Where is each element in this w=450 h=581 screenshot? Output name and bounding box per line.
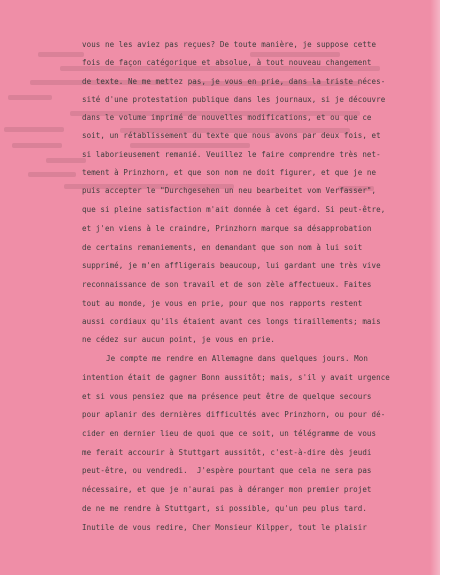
letter-line: nécessaire, et que je n'aurai pas à déranger mon premier projet	[82, 485, 372, 494]
letter-line: soit, un rétablissement du texte que nous avons par deux fois, et	[82, 131, 381, 140]
letter-line: me ferait accourir à Stuttgart aussitôt, c'est-à-dire dès jeudi	[82, 448, 372, 457]
letter-line: peut-être, ou vendredi. J'espère pourtant que cela ne sera pas	[82, 466, 372, 475]
letter-line: puis accepter le "Durchgesehen un neu bearbeitet vom Verfasser",	[82, 186, 377, 195]
letter-line: fois de façon catégorique et absolue, à tout nouveau changement	[82, 58, 372, 67]
letter-line: supprimé, je m'en affligerais beaucoup, lui gardant une très vive	[82, 261, 381, 270]
letter-line: dans le volume imprimé de nouvelles modifications, et ou que ce	[82, 113, 372, 122]
letter-line: et si vous pensiez que ma présence peut être de quelque secours	[82, 392, 372, 401]
letter-line: reconnaissance de son travail et de son zèle affectueux. Faites	[82, 280, 372, 289]
letter-line: si laborieusement remanié. Veuillez le faire comprendre très net-	[82, 150, 381, 159]
letter-line: cider en dernier lieu de quoi que ce soit, un télégramme de vous	[82, 429, 377, 438]
letter-line: de texte. Ne me mettez pas, je vous en prie, dans la triste néces-	[82, 77, 386, 86]
letter-line: sité d'une protestation publique dans les journaux, si je découvre	[82, 95, 386, 104]
letter-line: Inutile de vous redire, Cher Monsieur Kilpper, tout le plaisir	[82, 523, 367, 532]
letter-line: pour aplanir des dernières difficultés avec Prinzhorn, ou pour dé-	[82, 410, 386, 419]
letter-line: vous ne les aviez pas reçues? De toute manière, je suppose cette	[82, 40, 377, 49]
letter-line: ne cédez sur aucun point, je vous en prie.	[82, 335, 276, 344]
letter-line: tement à Prinzhorn, et que son nom ne doit figurer, et que je ne	[82, 168, 377, 177]
letter-line: Je compte me rendre en Allemagne dans quelques jours. Mon	[106, 354, 368, 363]
letter-line: de certains remaniements, en demandant que son nom à lui soit	[82, 243, 363, 252]
letter-line: aussi cordiaux qu'ils étaient avant ces longs tiraillements; mais	[82, 317, 381, 326]
letter-line: tout au monde, je vous en prie, pour que nos rapports restent	[82, 299, 363, 308]
letter-line: intention était de gagner Bonn aussitôt; mais, s'il y avait urgence	[82, 373, 390, 382]
letter-line: et j'en viens à le craindre, Prinzhorn marque sa désapprobation	[82, 224, 372, 233]
letter-line: que si pleine satisfaction m'ait donnée à cet égard. Si peut-être,	[82, 205, 386, 214]
letter-line: de ne me rendre à Stuttgart, si possible, qu'un peu plus tard.	[82, 504, 367, 513]
